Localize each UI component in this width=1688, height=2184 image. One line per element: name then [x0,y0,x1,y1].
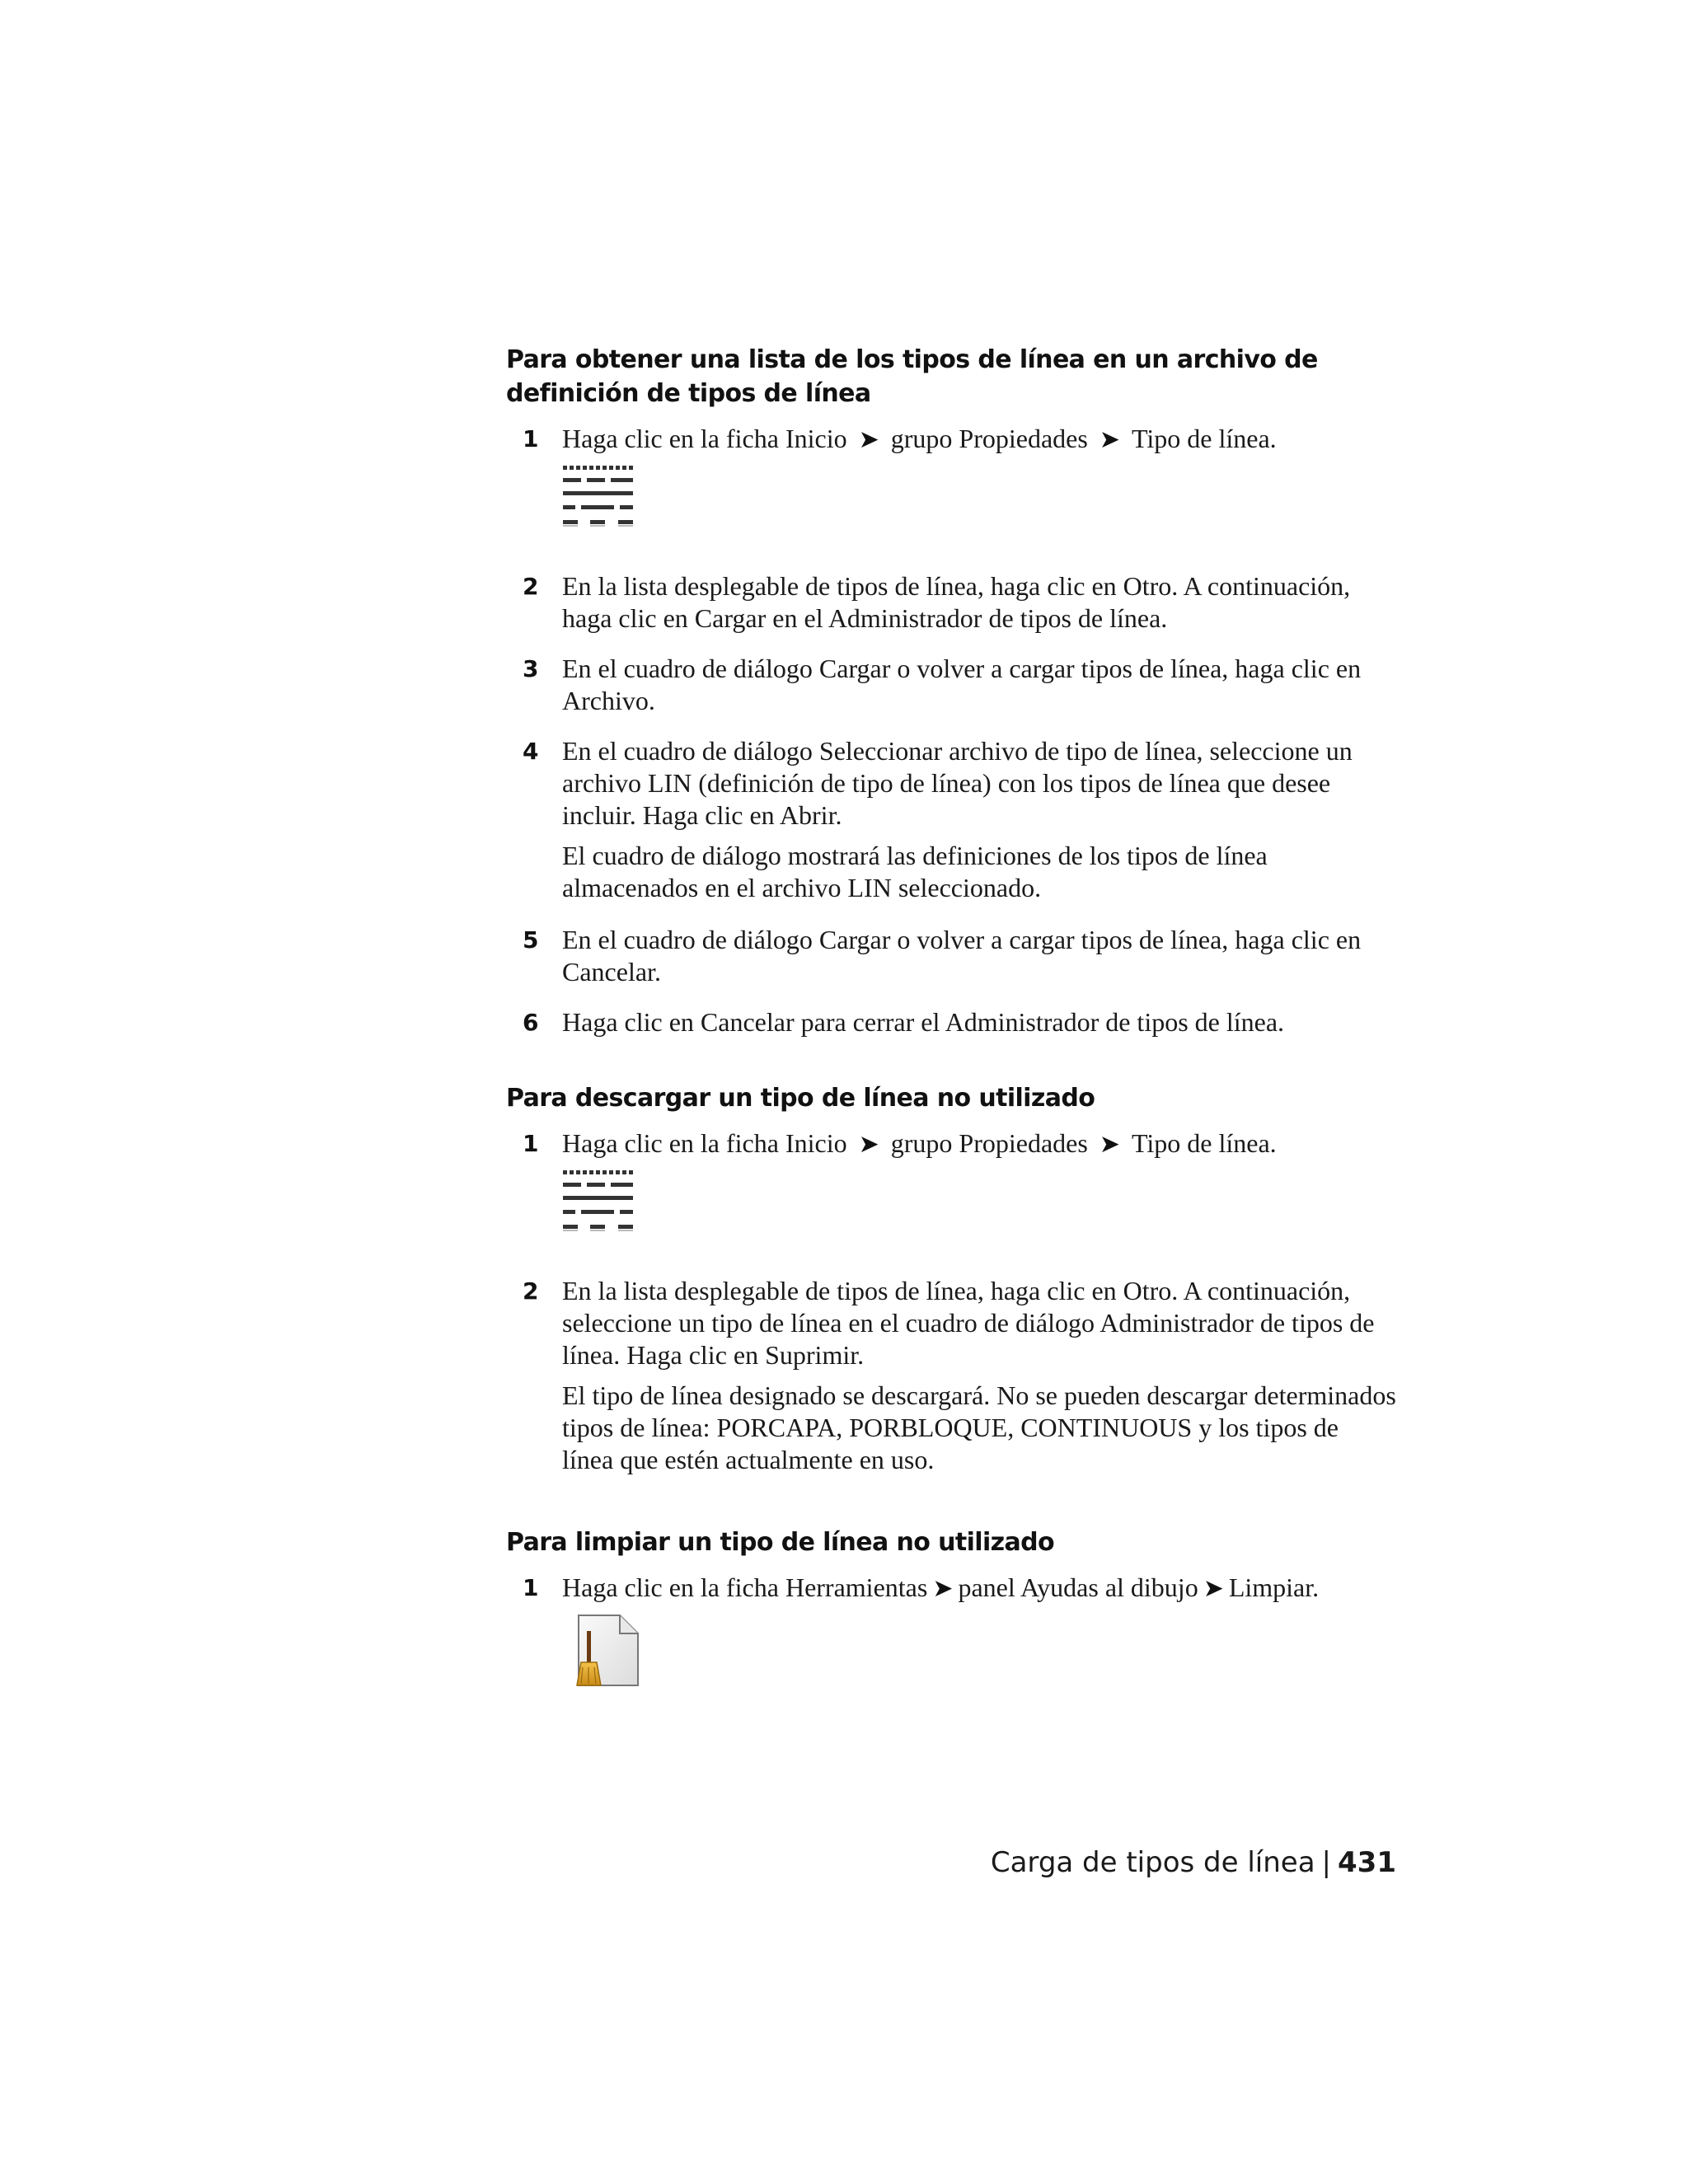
footer-separator: | [1321,1846,1332,1879]
step-note: El cuadro de diálogo mostrará las definiciones de los tipos de línea almacenados en el archivo LIN seleccionado. [562,841,1268,902]
step-number: 5 [523,926,539,954]
step-number: 1 [523,1130,539,1157]
page-footer [991,1844,1396,1881]
step-6 [506,1006,1396,1038]
step-1 [506,1572,1396,1696]
step-5 [506,924,1396,988]
arrow-icon: ➤ [858,1131,879,1158]
step-text: En el cuadro de diálogo Cargar o volver a cargar tipos de línea, haga clic en Archivo. [562,654,1362,715]
section-heading: Para obtener una lista de los tipos de línea en un archivo de definición de tipos de línea [506,345,1318,408]
step-note: El tipo de línea designado se descargará. No se pueden descargar determinados tipos de línea: PORCAPA, PORBLOQUE, CONTINUOUS y los tipos de línea que estén actualmente en uso. [562,1380,1396,1474]
linetype-icon [562,464,636,532]
step-number: 4 [523,738,539,765]
arrow-icon: ➤ [1099,1131,1120,1158]
section-purge-linetype [506,1526,1396,1696]
arrow-icon: ➤ [1099,426,1120,453]
step-number: 2 [523,1277,539,1305]
arrow-icon: ➤ [932,1575,954,1602]
step-text: Haga clic en la ficha Herramientas [562,1572,928,1602]
step-1 [506,423,1396,539]
step-text: En la lista desplegable de tipos de línea, haga clic en Otro. A continuación, haga clic en Cargar en el Administrador de tipos de línea. [562,571,1351,633]
step-2 [506,1275,1396,1476]
section-list-linetypes [506,343,1396,1038]
step-number: 3 [523,655,539,682]
purge-icon [574,1613,643,1689]
step-text: Haga clic en Cancelar para cerrar el Administrador de tipos de línea. [562,1007,1285,1037]
section-unload-linetype [506,1081,1396,1476]
step-text: En el cuadro de diálogo Cargar o volver a cargar tipos de línea, haga clic en Cancelar. [562,925,1362,987]
linetype-icon [562,1169,636,1236]
step-number: 2 [523,573,539,600]
arrow-icon: ➤ [1203,1575,1224,1602]
step-text: grupo Propiedades [890,424,1088,453]
step-text: Haga clic en la ficha Inicio [562,1128,847,1158]
section-heading: Para descargar un tipo de línea no utilizado [506,1084,1095,1113]
step-text: En el cuadro de diálogo Seleccionar archivo de tipo de línea, seleccione un archivo LIN (definición de tipo de línea) con los tipos de línea que desee incluir. Haga clic en Abrir. [562,736,1353,830]
step-text: En la lista desplegable de tipos de línea, haga clic en Otro. A continuación, seleccione un tipo de línea en el cuadro de diálogo Administrador de tipos de línea. Haga clic en Suprimir. [562,1276,1375,1370]
page-number: 431 [1338,1846,1396,1879]
footer-title: Carga de tipos de línea [990,1846,1315,1879]
arrow-icon: ➤ [858,426,879,453]
step-text: Haga clic en la ficha Inicio [562,424,847,453]
step-2 [506,570,1396,635]
section-heading: Para limpiar un tipo de línea no utilizado [506,1528,1055,1557]
step-text: Tipo de línea. [1131,424,1277,453]
step-text: Limpiar. [1228,1572,1320,1602]
step-text: Tipo de línea. [1131,1128,1277,1158]
document-page [506,343,1396,1696]
step-1 [506,1127,1396,1244]
step-4 [506,735,1396,904]
step-number: 6 [523,1009,539,1036]
step-number: 1 [523,1574,539,1601]
step-3 [506,653,1396,717]
step-number: 1 [523,425,539,452]
step-text: panel Ayudas al dibujo [958,1572,1198,1602]
step-text: grupo Propiedades [890,1128,1088,1158]
